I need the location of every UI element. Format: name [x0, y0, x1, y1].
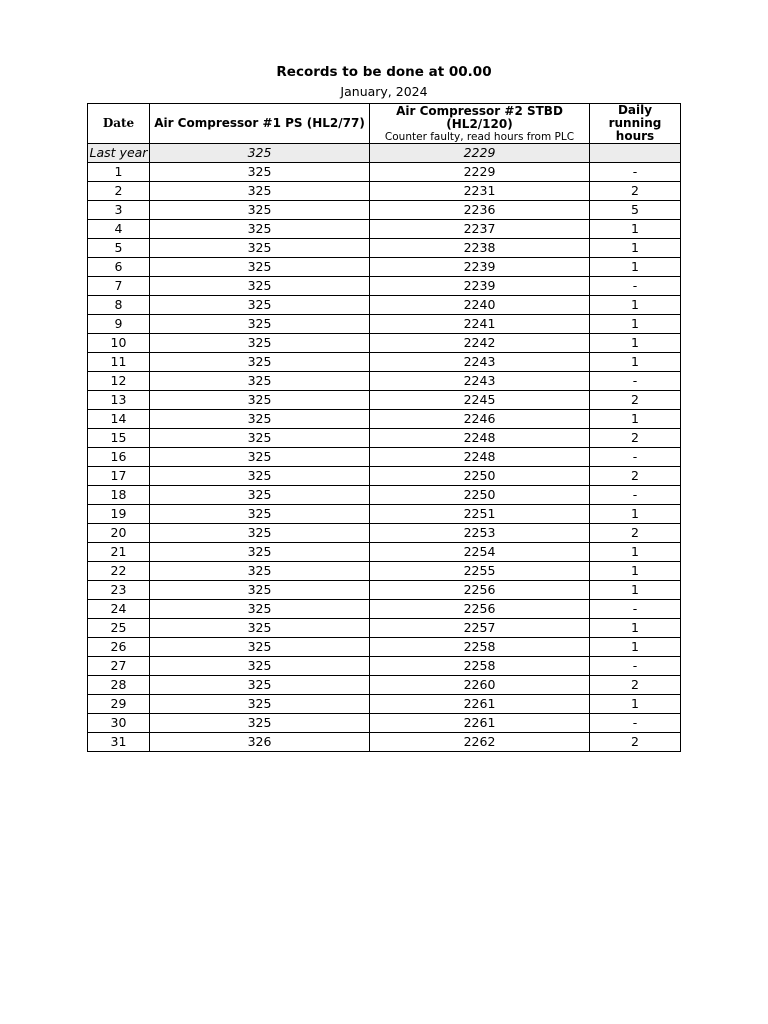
table-header-row: [88, 104, 681, 144]
cell-daily: -: [590, 277, 681, 296]
last-year-comp1: 325: [150, 144, 370, 163]
cell-date: 24: [88, 600, 150, 619]
cell-comp2: 2256: [370, 581, 590, 600]
cell-comp2: 2236: [370, 201, 590, 220]
last-year-row: [88, 144, 681, 163]
last-year-daily: [590, 144, 681, 163]
cell-comp2: 2240: [370, 296, 590, 315]
cell-date: 6: [88, 258, 150, 277]
cell-date: 21: [88, 543, 150, 562]
cell-comp2: 2250: [370, 486, 590, 505]
cell-comp2: 2262: [370, 733, 590, 752]
cell-date: 7: [88, 277, 150, 296]
page-subtitle: January, 2024: [340, 84, 428, 99]
cell-comp1: 325: [150, 657, 370, 676]
cell-comp2: 2260: [370, 676, 590, 695]
cell-date: 27: [88, 657, 150, 676]
cell-daily: -: [590, 486, 681, 505]
table-row: [88, 505, 681, 524]
table-row: [88, 315, 681, 334]
cell-date: 15: [88, 429, 150, 448]
cell-comp2: 2243: [370, 353, 590, 372]
table-row: [88, 391, 681, 410]
cell-date: 22: [88, 562, 150, 581]
table-row: [88, 429, 681, 448]
cell-daily: 2: [590, 676, 681, 695]
cell-daily: 1: [590, 581, 681, 600]
cell-comp1: 325: [150, 543, 370, 562]
header-compressor-1: Air Compressor #1 PS (HL2/77): [150, 104, 370, 144]
cell-comp1: 325: [150, 163, 370, 182]
cell-comp1: 325: [150, 486, 370, 505]
cell-date: 25: [88, 619, 150, 638]
cell-daily: 2: [590, 467, 681, 486]
cell-date: 4: [88, 220, 150, 239]
cell-daily: -: [590, 600, 681, 619]
table-row: [88, 733, 681, 752]
cell-daily: 1: [590, 315, 681, 334]
cell-comp2: 2258: [370, 638, 590, 657]
cell-comp1: 325: [150, 391, 370, 410]
cell-daily: 2: [590, 182, 681, 201]
cell-comp2: 2261: [370, 695, 590, 714]
cell-date: 5: [88, 239, 150, 258]
cell-daily: -: [590, 163, 681, 182]
table-row: [88, 600, 681, 619]
cell-date: 18: [88, 486, 150, 505]
cell-comp2: 2261: [370, 714, 590, 733]
cell-daily: 2: [590, 429, 681, 448]
cell-comp2: 2248: [370, 429, 590, 448]
cell-daily: 1: [590, 353, 681, 372]
cell-daily: 1: [590, 562, 681, 581]
cell-comp1: 325: [150, 505, 370, 524]
table-row: [88, 258, 681, 277]
cell-comp2: 2242: [370, 334, 590, 353]
cell-date: 16: [88, 448, 150, 467]
cell-comp1: 325: [150, 562, 370, 581]
cell-daily: 1: [590, 505, 681, 524]
cell-comp1: 325: [150, 638, 370, 657]
cell-comp2: 2243: [370, 372, 590, 391]
cell-daily: 1: [590, 695, 681, 714]
table-row: [88, 448, 681, 467]
cell-comp2: 2229: [370, 163, 590, 182]
cell-date: 12: [88, 372, 150, 391]
cell-comp2: 2239: [370, 277, 590, 296]
cell-comp1: 325: [150, 429, 370, 448]
cell-daily: 1: [590, 619, 681, 638]
cell-comp2: 2253: [370, 524, 590, 543]
cell-daily: 1: [590, 638, 681, 657]
table-body: [88, 144, 681, 752]
cell-comp2: 2258: [370, 657, 590, 676]
cell-comp2: 2231: [370, 182, 590, 201]
cell-comp1: 325: [150, 695, 370, 714]
cell-comp1: 325: [150, 524, 370, 543]
cell-date: 1: [88, 163, 150, 182]
cell-date: 20: [88, 524, 150, 543]
cell-comp1: 325: [150, 220, 370, 239]
compressor-log-table: [87, 103, 681, 752]
cell-comp1: 325: [150, 372, 370, 391]
table-row: [88, 220, 681, 239]
table-row: [88, 543, 681, 562]
page-title: Records to be done at 00.00: [276, 64, 492, 80]
table-row: [88, 638, 681, 657]
header-compressor-2: [370, 104, 590, 144]
cell-daily: 5: [590, 201, 681, 220]
cell-comp2: 2239: [370, 258, 590, 277]
table-row: [88, 562, 681, 581]
cell-comp1: 325: [150, 676, 370, 695]
table-row: [88, 581, 681, 600]
last-year-label: Last year: [88, 144, 150, 163]
cell-comp1: 326: [150, 733, 370, 752]
cell-date: 23: [88, 581, 150, 600]
table-row: [88, 676, 681, 695]
header-daily-running-hours: Daily running hours: [590, 104, 681, 144]
cell-comp1: 325: [150, 277, 370, 296]
cell-daily: 1: [590, 296, 681, 315]
table-row: [88, 201, 681, 220]
table-row: [88, 372, 681, 391]
table-row: [88, 182, 681, 201]
cell-comp2: 2256: [370, 600, 590, 619]
cell-comp1: 325: [150, 600, 370, 619]
cell-daily: 1: [590, 258, 681, 277]
cell-comp2: 2251: [370, 505, 590, 524]
cell-comp2: 2248: [370, 448, 590, 467]
cell-comp2: 2237: [370, 220, 590, 239]
cell-date: 19: [88, 505, 150, 524]
cell-comp1: 325: [150, 353, 370, 372]
header-date: Date: [88, 104, 150, 144]
cell-comp1: 325: [150, 182, 370, 201]
cell-comp2: 2245: [370, 391, 590, 410]
cell-date: 29: [88, 695, 150, 714]
cell-daily: 2: [590, 391, 681, 410]
cell-daily: 2: [590, 733, 681, 752]
cell-daily: 1: [590, 410, 681, 429]
table-row: [88, 714, 681, 733]
cell-comp1: 325: [150, 239, 370, 258]
cell-comp1: 325: [150, 315, 370, 334]
header-compressor-2-note: Counter faulty, read hours from PLC: [384, 130, 575, 143]
cell-comp2: 2255: [370, 562, 590, 581]
cell-date: 10: [88, 334, 150, 353]
cell-date: 9: [88, 315, 150, 334]
table-row: [88, 619, 681, 638]
cell-daily: -: [590, 657, 681, 676]
table-row: [88, 353, 681, 372]
cell-date: 13: [88, 391, 150, 410]
cell-comp1: 325: [150, 296, 370, 315]
cell-date: 30: [88, 714, 150, 733]
cell-daily: 1: [590, 220, 681, 239]
cell-comp1: 325: [150, 258, 370, 277]
cell-daily: -: [590, 714, 681, 733]
cell-comp1: 325: [150, 467, 370, 486]
cell-comp2: 2241: [370, 315, 590, 334]
header-compressor-2-label: Air Compressor #2 STBD (HL2/120): [396, 103, 563, 131]
cell-daily: 2: [590, 524, 681, 543]
cell-comp2: 2250: [370, 467, 590, 486]
cell-daily: -: [590, 448, 681, 467]
cell-comp1: 325: [150, 334, 370, 353]
cell-comp1: 325: [150, 619, 370, 638]
cell-daily: 1: [590, 543, 681, 562]
table-row: [88, 334, 681, 353]
cell-date: 2: [88, 182, 150, 201]
cell-date: 17: [88, 467, 150, 486]
cell-comp1: 325: [150, 581, 370, 600]
cell-date: 3: [88, 201, 150, 220]
cell-daily: 1: [590, 239, 681, 258]
table-row: [88, 239, 681, 258]
cell-comp1: 325: [150, 410, 370, 429]
cell-date: 11: [88, 353, 150, 372]
table-row: [88, 695, 681, 714]
table-row: [88, 296, 681, 315]
cell-date: 31: [88, 733, 150, 752]
table-row: [88, 657, 681, 676]
table-row: [88, 524, 681, 543]
cell-comp2: 2238: [370, 239, 590, 258]
cell-comp2: 2246: [370, 410, 590, 429]
cell-comp2: 2254: [370, 543, 590, 562]
table-row: [88, 163, 681, 182]
cell-comp1: 325: [150, 448, 370, 467]
last-year-comp2: 2229: [370, 144, 590, 163]
cell-comp1: 325: [150, 714, 370, 733]
table-row: [88, 410, 681, 429]
cell-date: 28: [88, 676, 150, 695]
cell-comp2: 2257: [370, 619, 590, 638]
table-row: [88, 486, 681, 505]
cell-daily: 1: [590, 334, 681, 353]
cell-date: 14: [88, 410, 150, 429]
table-row: [88, 277, 681, 296]
cell-comp1: 325: [150, 201, 370, 220]
cell-date: 8: [88, 296, 150, 315]
table-row: [88, 467, 681, 486]
cell-date: 26: [88, 638, 150, 657]
cell-daily: -: [590, 372, 681, 391]
